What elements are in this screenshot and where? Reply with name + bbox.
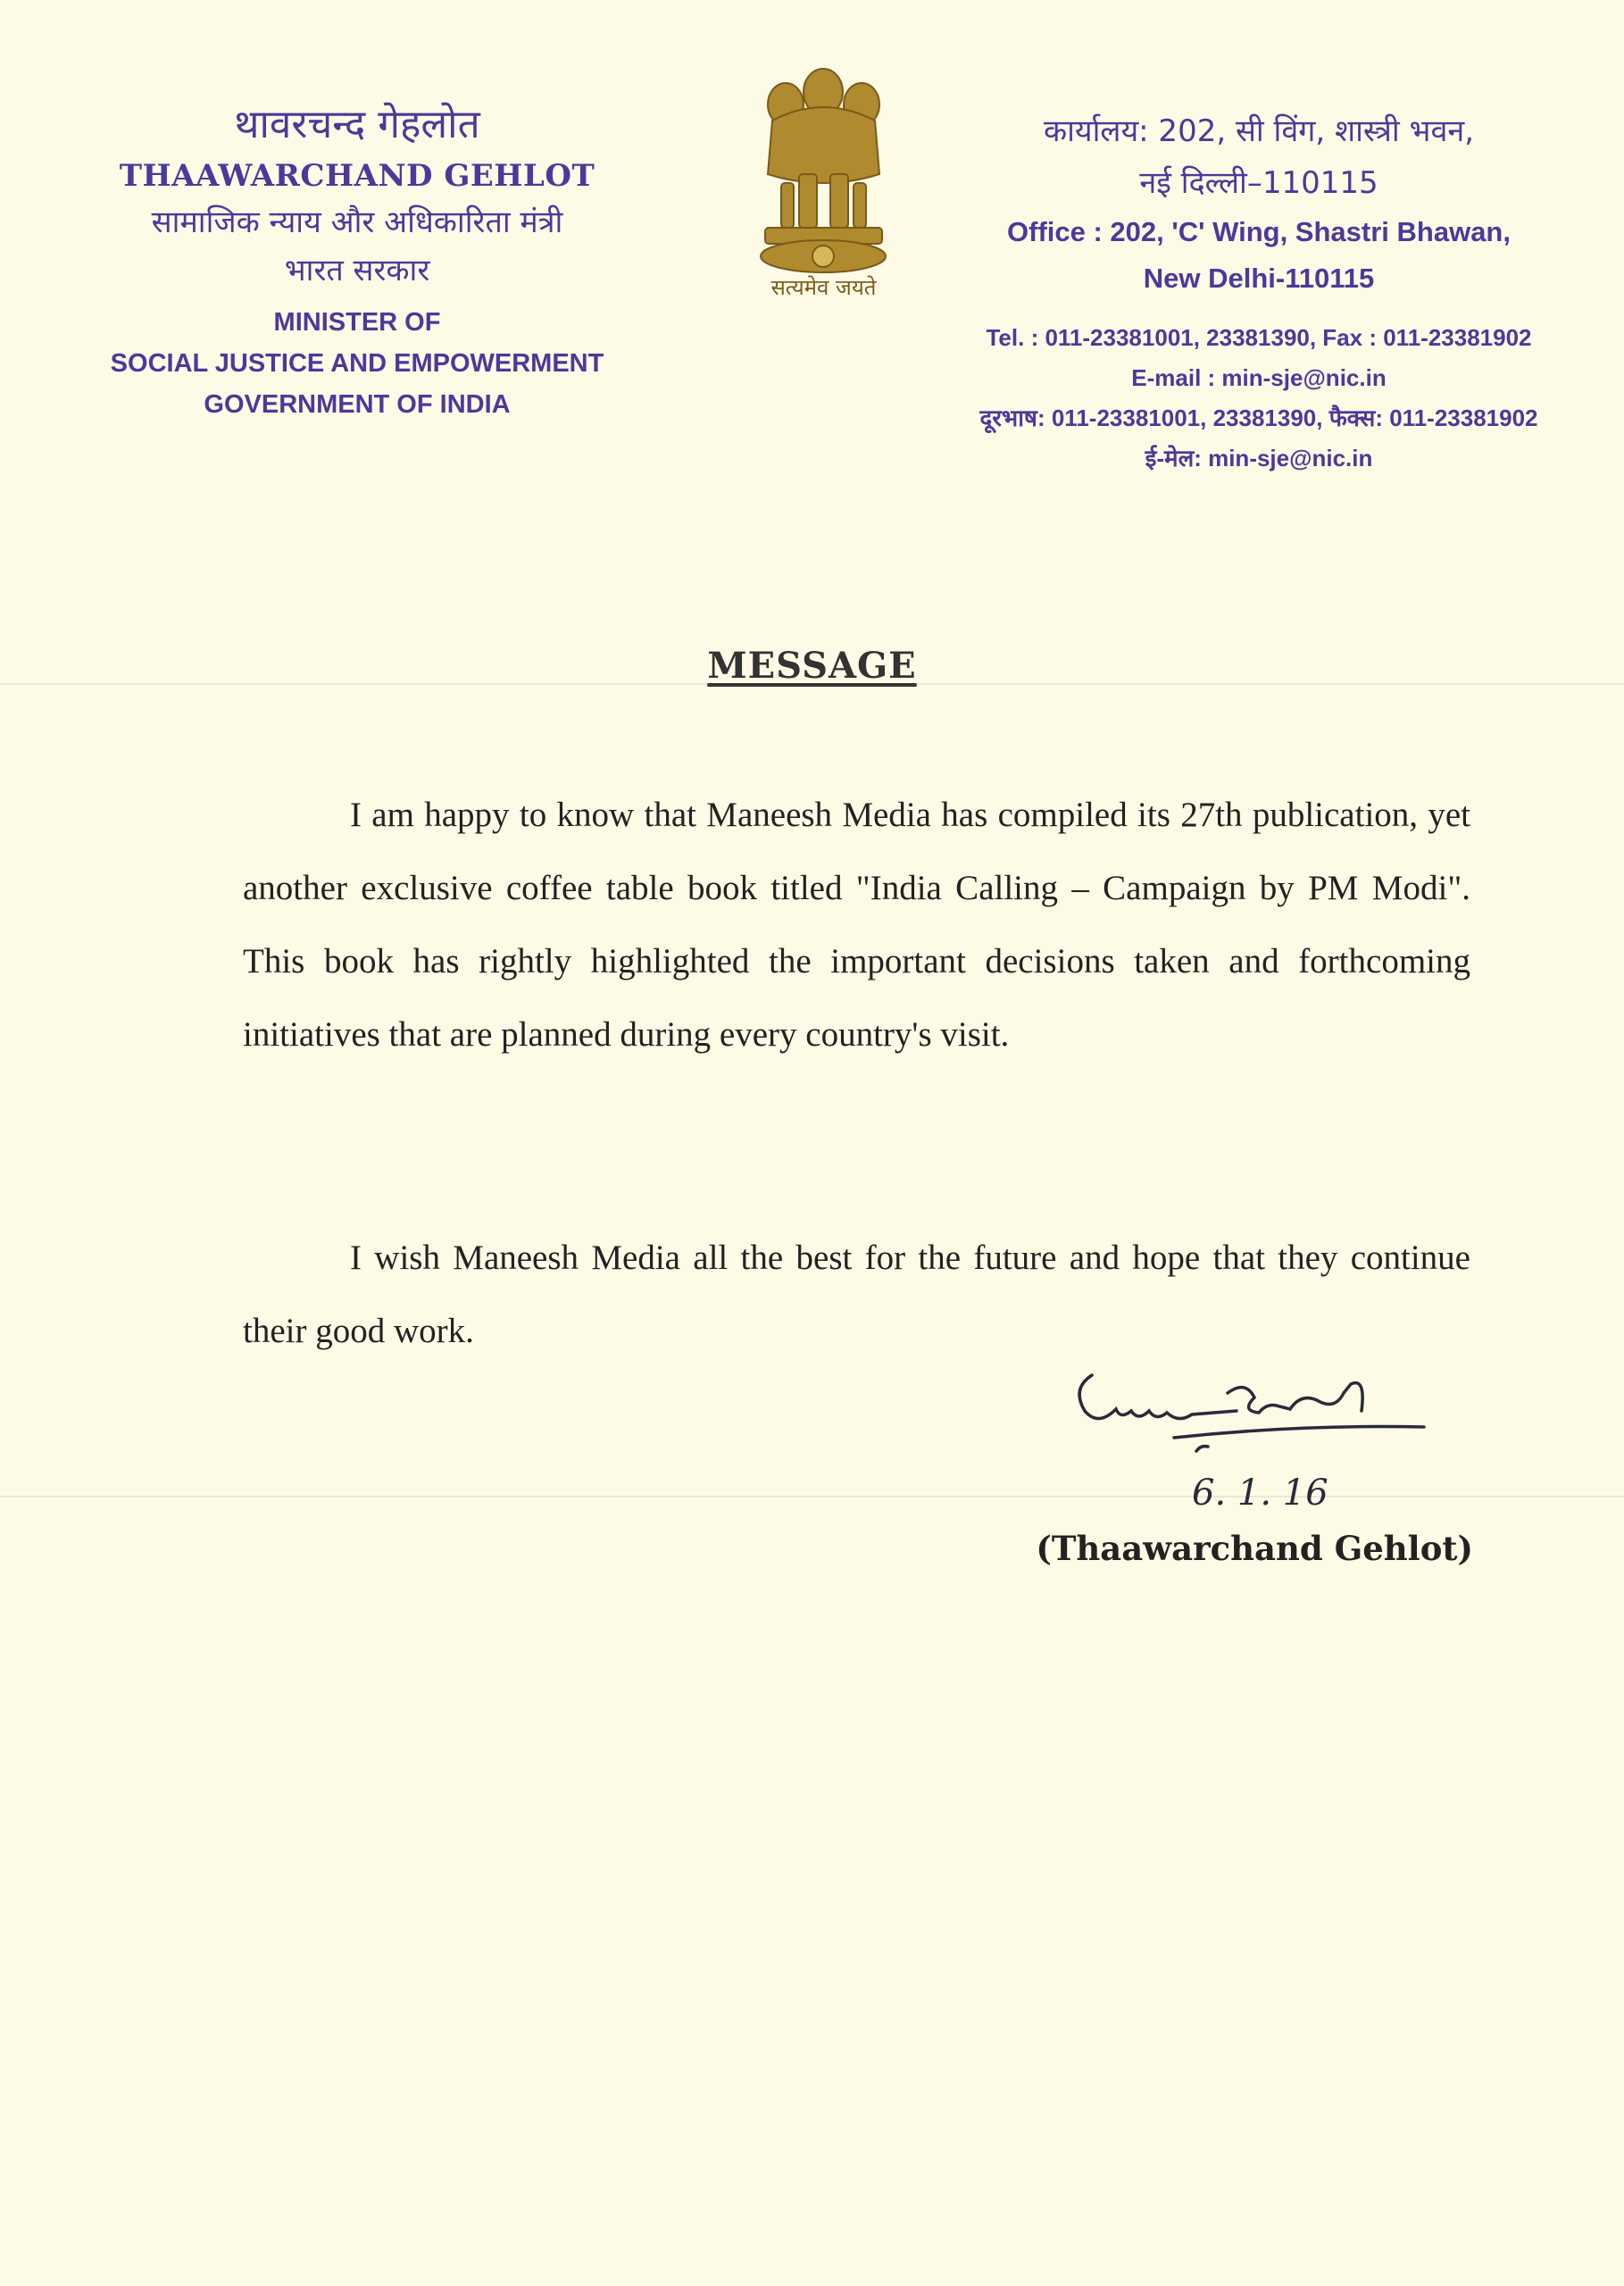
office-address-english-2: New Delhi-110115 [1143,263,1375,294]
minister-title-hindi: सामाजिक न्याय और अधिकारिता मंत्री [151,204,563,240]
email-hindi: ई-मेल: min-sje@nic.in [1145,445,1373,471]
office-address-english-1: Office : 202, 'C' Wing, Shastri Bhawan, [1007,216,1511,247]
letterhead-left [54,96,661,425]
minister-name-english: THAAWARCHAND GEHLOT [119,158,595,194]
telephone-english: Tel. : 011-23381001, 23381390, Fax : 011-23381902 [986,324,1532,351]
minister-title-english-1: MINISTER OF [273,308,441,337]
message-paragraph-1: I am happy to know that Maneesh Media has compiled its 27th publication, yet another exclusive coffee table book titled "India Calling – Campaign by PM Modi". This book has rightly highlighted the important decisions taken and forthcoming initiatives that are planned during every country's visit. [243,796,1470,1054]
minister-title-english-2: SOCIAL JUSTICE AND EMPOWERMENT [110,349,604,378]
office-address-hindi-2: नई दिल्ली–110115 [1139,165,1378,201]
email-english: E-mail : min-sje@nic.in [1131,364,1387,391]
handwritten-signature-icon [1067,1357,1478,1518]
signature-date: 6. 1. 16 [1192,1473,1328,1514]
national-emblem-icon [745,58,902,308]
emblem-motto: सत्यमेव जयते [770,275,877,300]
minister-name-hindi: थावरचन्द गेहलोत [234,102,480,147]
minister-title-english-3: GOVERNMENT OF INDIA [204,390,511,419]
office-address-hindi-1: कार्यालय: 202, सी विंग, शास्त्री भवन, [1043,113,1475,149]
message-paragraph-2: I wish Maneesh Media all the best for the future and hope that they continue their good work. [243,1239,1470,1350]
government-hindi: भारत सरकार [284,253,430,288]
letterhead-right [929,105,1589,479]
telephone-hindi: दूरभाष: 011-23381001, 23381390, फैक्स: 011-23381902 [979,405,1538,431]
message-heading: MESSAGE [707,645,917,687]
signatory-name: (Thaawarchand Gehlot) [1036,1529,1473,1568]
message-heading-wrapper [0,645,1624,687]
